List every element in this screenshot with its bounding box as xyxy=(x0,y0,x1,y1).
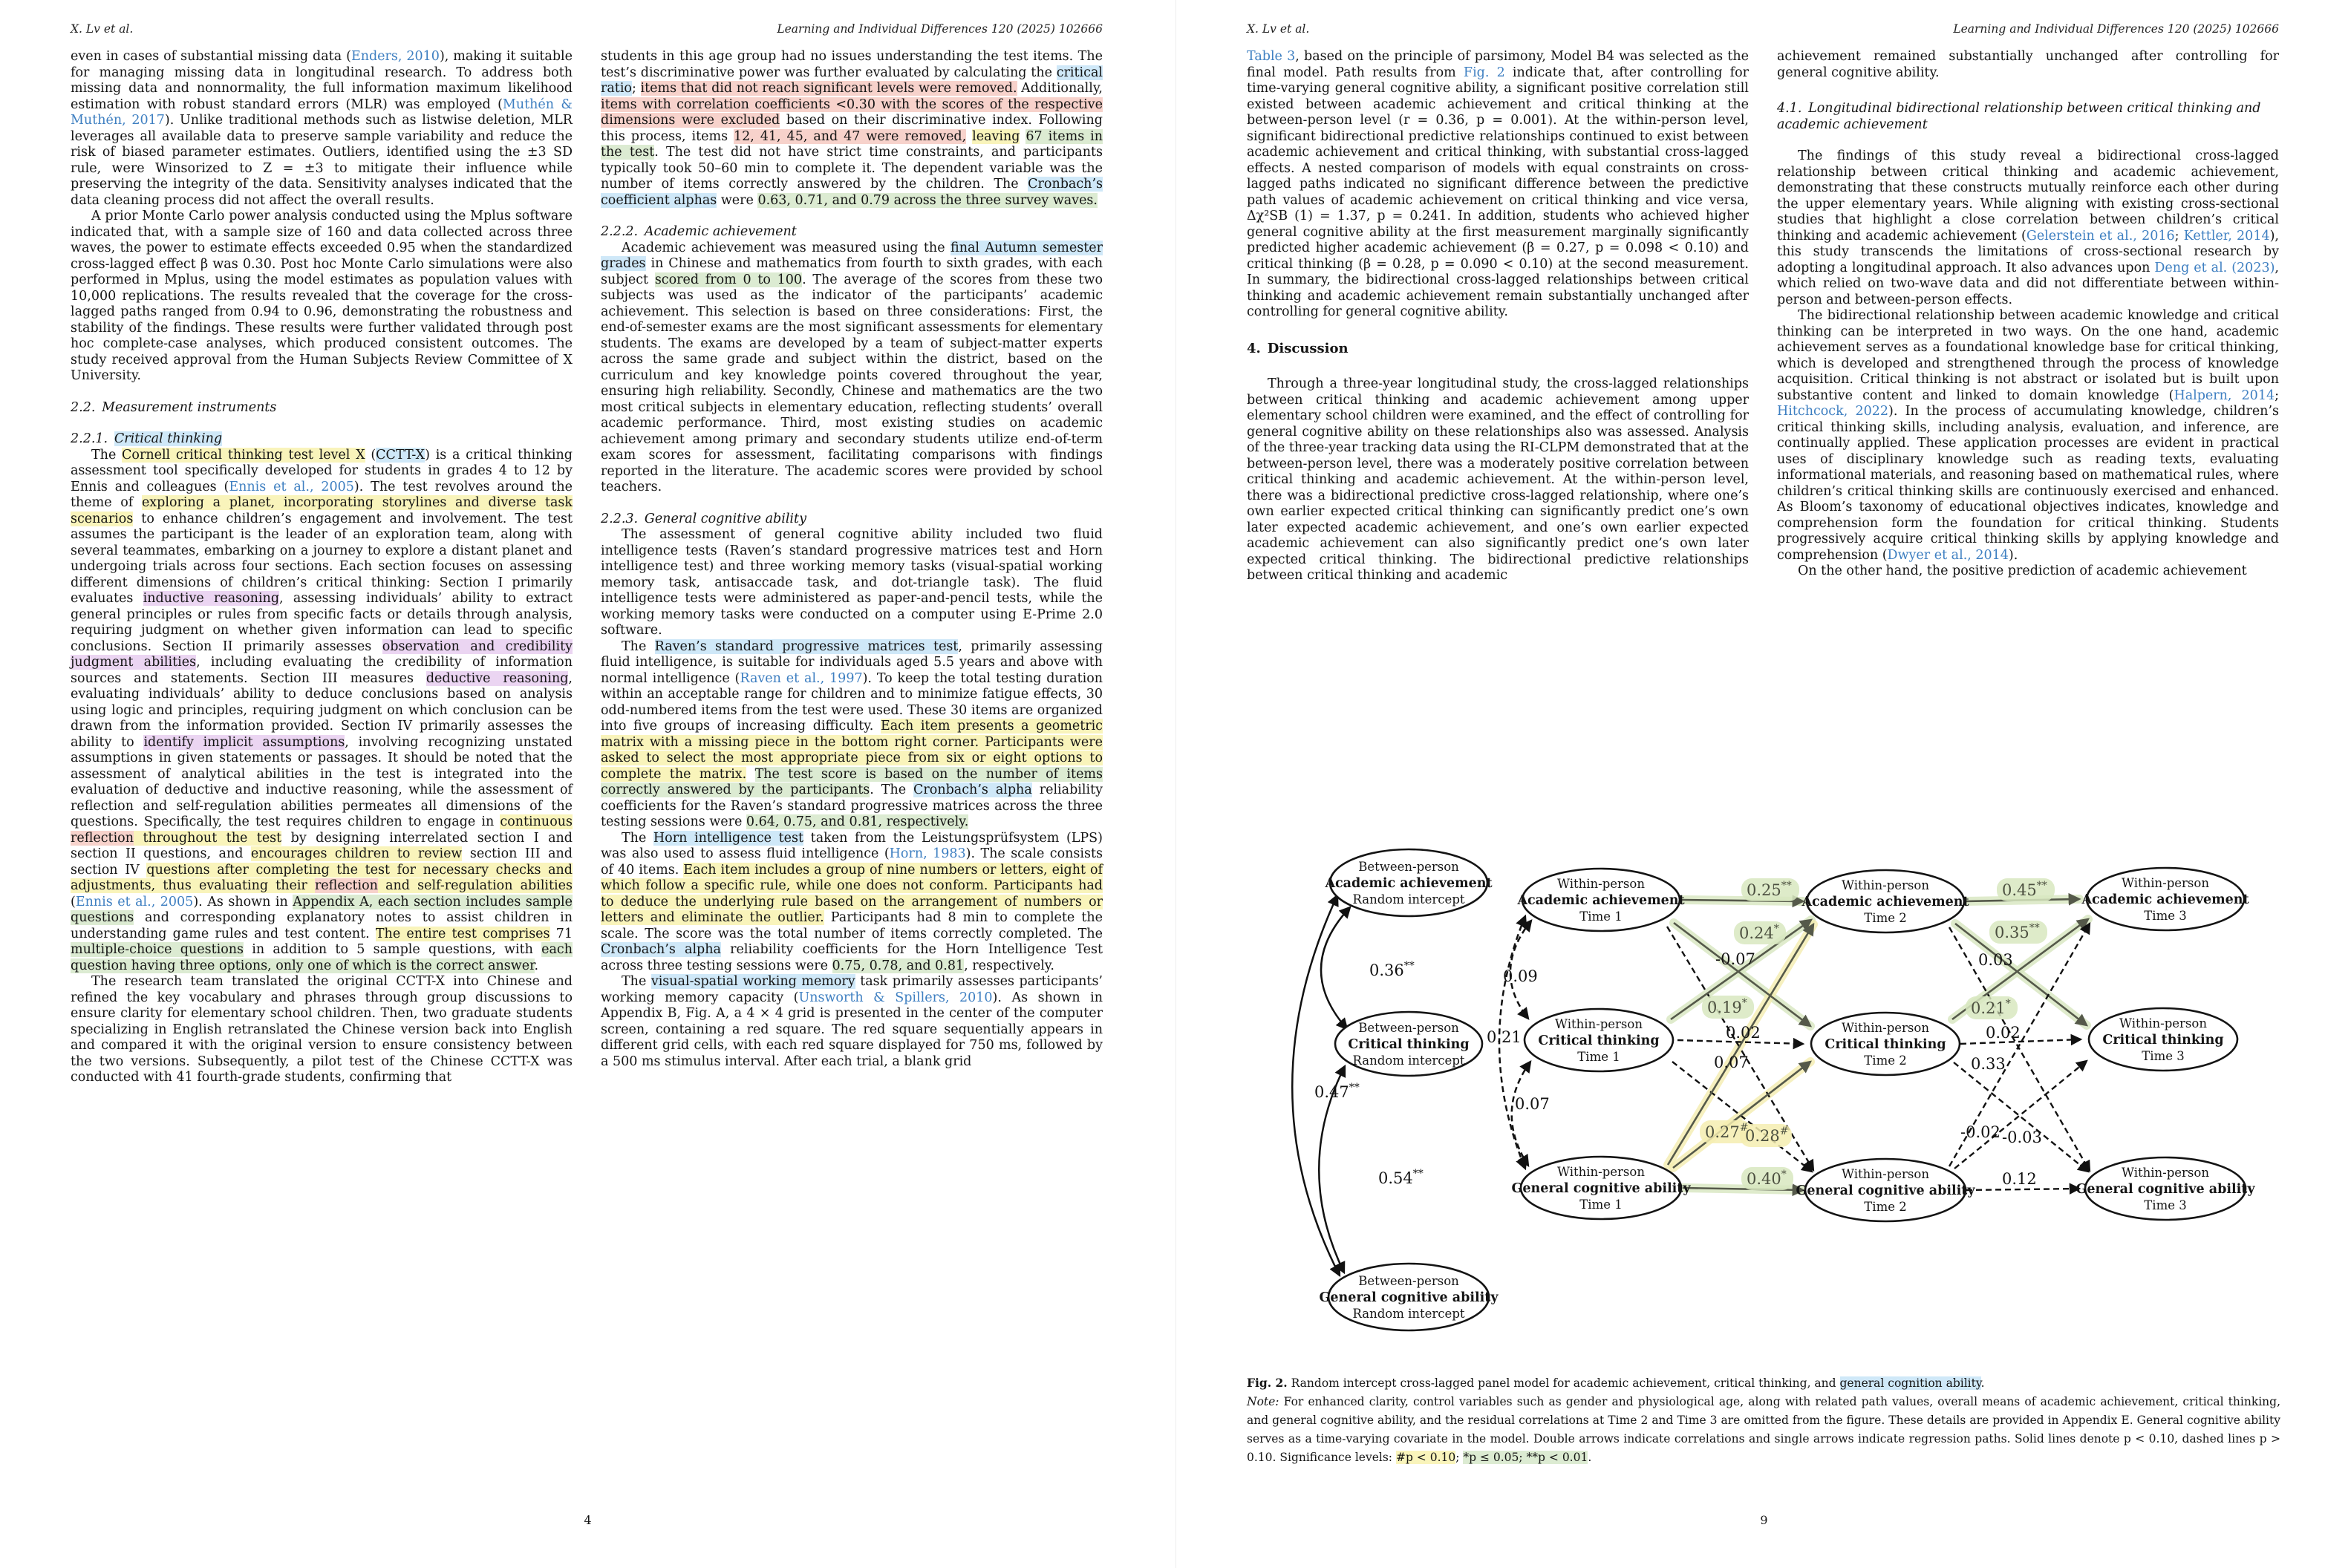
figure-caption-title xyxy=(1247,1373,2280,1393)
text-run: inductive reasoning xyxy=(143,591,280,606)
text-run: ; xyxy=(2275,388,2279,403)
diagram-node-label: Within-person xyxy=(1557,877,1645,891)
section-heading xyxy=(71,400,573,416)
paragraph xyxy=(71,974,573,1086)
text-run: continuous xyxy=(500,814,573,829)
section-heading xyxy=(601,224,1103,241)
text-run: Cronbach’s alpha xyxy=(601,942,721,957)
text-run: Fig. 2. xyxy=(1247,1376,1288,1390)
diagram-node-label: Academic achievement xyxy=(1325,876,1493,891)
path-coefficient-label: 0.33 xyxy=(1971,1055,2006,1073)
text-run: The xyxy=(91,447,123,463)
text-run: ), this study transcends the limitations of cross-sectional research by adopting a longitudinal approach. It also advances upon xyxy=(1777,228,2279,275)
diagram-node-label: Time 2 xyxy=(1864,1200,1907,1214)
citation-link[interactable]: Deng et al. (2023) xyxy=(2154,260,2275,275)
text-run: , primarily assessing fluid intelligence, is suitable for individuals aged 5.5 years and above with normal intelligence ( xyxy=(601,638,1103,686)
regression-path-arrow xyxy=(1960,1039,2081,1044)
text-run: 12, 41, 45, and 47 were removed, xyxy=(734,128,967,144)
diagram-node-label: Time 2 xyxy=(1864,1054,1907,1068)
text-run xyxy=(966,129,972,144)
text-run: , assessing individuals’ ability to extract general principles or rules from specific facts or details through analysis, requiring judgment on whether given information can lead to specific conclusions. Section II primarily assesses xyxy=(71,591,573,654)
text-run: 2.2.1. xyxy=(71,431,114,446)
path-coefficient-label: 0.35** xyxy=(1995,922,2040,941)
text-run: observation and credibility judgment abilities xyxy=(71,638,573,670)
text-run: The entire test comprises xyxy=(375,926,550,941)
path-coefficient-label: 0.28# xyxy=(1745,1126,1789,1145)
text-run: , respectively. xyxy=(964,958,1054,973)
text-run: task primarily assesses participants’ working memory capacity ( xyxy=(601,974,1103,1005)
diagram-node-label: Random intercept xyxy=(1352,892,1465,906)
path-coefficient-label: 0.45** xyxy=(2002,880,2047,899)
text-run: even in cases of substantial missing data ( xyxy=(71,49,351,64)
text-run: ; xyxy=(1455,1451,1464,1464)
paragraph xyxy=(1777,49,2279,81)
diagram-node-label: Within-person xyxy=(2122,876,2209,890)
diagram-node-label: Academic achievement xyxy=(1517,893,1685,908)
text-run: Cronbach’s alpha xyxy=(913,783,1032,797)
text-run: final Autumn semester grades xyxy=(601,240,1103,271)
regression-path-arrow xyxy=(1954,1061,2087,1169)
text-run: . xyxy=(1588,1451,1592,1464)
diagram-node-label: Within-person xyxy=(1555,1017,1643,1031)
text-run: Each item includes a group of nine numbers or letters, eight of which follow a specific rule, while one does not conform. Participants had to deduce the underlying rule based on the arrangement of numbers or letters and eliminate the outlier. xyxy=(601,862,1103,925)
text-run: to enhance children’s engagement and involvement. The test assumes the participant is the leader of an exploration team, along with several teammates, embarking on a journey to explore a distant planet and undergoing trials across four sections. Each section focuses on assessing different dimensions of children’s critical thinking: Section I primarily evaluates xyxy=(71,511,573,606)
text-run: visual-spatial working memory xyxy=(650,974,855,989)
text-run: Note: xyxy=(1247,1395,1279,1408)
text-run: , based on the principle of parsimony, Model B4 was selected as the final model. Path results from xyxy=(1247,49,1749,80)
header-author: X. Lv et al. xyxy=(1247,22,1310,36)
diagram-node-label: Within-person xyxy=(1557,1165,1645,1179)
diagram-node-label: Time 3 xyxy=(2144,1198,2187,1212)
text-run: in Chinese and mathematics from fourth to sixth grades, with each subject xyxy=(601,256,1103,287)
path-coefficient-label: -0.03 xyxy=(2002,1128,2042,1146)
citation-link[interactable]: Ennis et al., 2005 xyxy=(229,479,354,494)
text-run: Academic achievement was measured using the xyxy=(622,240,951,255)
path-coefficient-label: 0.47** xyxy=(1314,1082,1360,1101)
diagram-node-label: Random intercept xyxy=(1352,1307,1465,1321)
text-run: . The xyxy=(870,783,914,797)
paragraph xyxy=(71,448,573,975)
diagram-node-label: Critical thinking xyxy=(1825,1037,1946,1052)
page-header xyxy=(1247,22,2279,36)
text-column-left xyxy=(71,49,573,1086)
diagram-node-label: Time 1 xyxy=(1579,1198,1623,1212)
text-run: 0.63, 0.71, and 0.79 across the three survey waves. xyxy=(757,192,1098,208)
text-run: by designing interrelated section I and section II questions, and xyxy=(71,830,573,861)
section-heading xyxy=(601,512,1103,528)
paragraph xyxy=(71,49,573,209)
text-run: ). xyxy=(2008,547,2018,563)
diagram-node-label: Between-person xyxy=(1358,1274,1459,1288)
text-run: 2.2.2. Academic achievement xyxy=(601,224,797,239)
diagram-node-label: General cognitive ability xyxy=(1796,1183,1975,1198)
text-run: Critical thinking xyxy=(114,431,223,446)
text-run: 0.64, 0.75, and 0.81, respectively. xyxy=(746,814,969,829)
text-run: ). Unlike traditional methods such as listwise deletion, MLR leverages all available data to preserve sample variability and reduce the risk of biased parameter estimates. Outliers, identified using the ±3 SD rule, were Winsorized to Z = ±3 to mitigate their influence while preserving the integrity of the data. Sensitivity analyses indicated that the data cleaning process did not affect the overall results. xyxy=(71,113,573,208)
text-run: reflection xyxy=(314,878,378,893)
diagram-node-label: Within-person xyxy=(2119,1016,2207,1030)
text-run: ( xyxy=(71,894,76,909)
citation-link[interactable]: Gelerstein et al., 2016 xyxy=(2026,228,2175,244)
text-run: in addition to 5 sample questions, with xyxy=(243,942,542,957)
text-run: ; xyxy=(631,81,641,96)
text-run: 4. Discussion xyxy=(1247,340,1349,356)
diagram-node-label: Academic achievement xyxy=(2081,892,2249,907)
diagram-node-label: Academic achievement xyxy=(1801,895,1969,909)
text-run: 4.1. Longitudinal bidirectional relationship between critical thinking and academic achievement xyxy=(1777,101,2261,132)
text-run: ( xyxy=(365,447,376,463)
page-number: 9 xyxy=(1760,1513,1768,1527)
section-heading xyxy=(71,431,573,448)
text-run: , including evaluating the credibility of information sources and statements. Section III measures xyxy=(71,655,573,686)
text-run: ). As shown in xyxy=(193,894,293,909)
text-run: multiple-choice questions xyxy=(71,942,244,957)
text-run: 67 items in the test xyxy=(601,128,1103,160)
text-run: ) is a critical thinking assessment tool specifically developed for students in grades 4 to 12 by Ennis and colleagues ( xyxy=(71,447,573,494)
paragraph xyxy=(1777,308,2279,564)
citation-link[interactable]: Hitchcock, 2022 xyxy=(1777,404,1889,419)
paragraph xyxy=(1247,376,1749,584)
text-run: ), making it suitable for managing missing data in longitudinal research. To address both missing data and nonnormality, the full information maximum likelihood estimation with robust standard errors (MLR) was employed ( xyxy=(71,49,573,112)
text-run: , involving recognizing unstated assumptions in given statements or passages. It should be noted that the assessment of analytical abilities in the test is integrated into the evaluation of deductive and inductive reasoning, while the assessment of reflection and self-regulation abilities permeates all dimensions of the questions. Specifically, the test requires children to engage in xyxy=(71,734,573,829)
text-column-right xyxy=(1777,49,2279,580)
section-heading xyxy=(1247,341,1749,357)
diagram-node-label: General cognitive ability xyxy=(1511,1181,1691,1196)
path-coefficient-label: 0.07 xyxy=(1515,1095,1550,1113)
text-run: indicate that, after controlling for time-varying general cognitive ability, a significant positive correlation still existed between academic achievement and critical thinking at the between-person level (r = 0.36, p = 0.001). At the within-person level, significant bidirectional predictive relationships continued to exist between academic achievement and critical thinking, with substantial cross-lagged effects. A nested comparison of models with equal constraints on cross-lagged paths indicated no significant difference between the predictive path values of academic achievement on critical thinking and vice versa, Δχ²SB (1) = 1.37, p = 0.241. In addition, students who achieved higher general cognitive ability at the first measurement marginally significantly predicted higher academic achievement (β = 0.27, p = 0.098 < 0.10) and critical thinking (β = 0.28, p = 0.090 < 0.10) at the second measurement. In summary, the bidirectional cross-lagged relationships between critical thinking and academic achievement remain substantially unchanged after controlling for general cognitive ability. xyxy=(1247,65,1750,319)
paragraph xyxy=(71,209,573,385)
path-coefficient-label: 0.21 xyxy=(1487,1028,1522,1046)
diagram-node-label: Within-person xyxy=(1842,1167,1929,1181)
header-journal: Learning and Individual Differences 120 (2025) 102666 xyxy=(1953,22,2279,36)
text-run: leaving xyxy=(972,128,1020,144)
text-run: deductive reasoning xyxy=(425,670,569,686)
regression-path-arrow xyxy=(1954,1062,2088,1172)
text-run: critical ratio xyxy=(601,65,1103,96)
diagram-node-label: Within-person xyxy=(1842,878,1929,892)
diagram-node-label: Time 1 xyxy=(1579,909,1623,924)
diagram-node-label: Time 3 xyxy=(2142,1049,2185,1063)
text-run: The xyxy=(622,638,655,654)
text-run: ; xyxy=(2174,228,2184,244)
path-coefficient-label: 0.40* xyxy=(1747,1169,1787,1188)
text-run: Cronbach’s coefficient alphas xyxy=(601,177,1103,208)
text-run: #p < 0.10 xyxy=(1395,1451,1456,1464)
text-run: The xyxy=(622,830,653,846)
text-run: Horn intelligence test xyxy=(653,830,804,846)
page-right xyxy=(1176,0,2351,1568)
text-run: Cornell critical thinking test level X xyxy=(122,447,365,463)
text-run: general cognition ability xyxy=(1839,1376,1981,1390)
text-run: Each item presents a geometric matrix with a missing piece in the bottom right corner. Participants were asked to select the most appropriate piece from six or eight options to complete the matrix. xyxy=(601,719,1103,782)
text-column-right xyxy=(601,49,1103,1070)
text-run: Random intercept cross-lagged panel model for academic achievement, critical thinking, and xyxy=(1287,1376,1840,1390)
citation-link[interactable]: Kettler, 2014 xyxy=(2183,228,2270,244)
text-run: Appendix A, each section includes sample questions xyxy=(71,894,573,925)
header-author: X. Lv et al. xyxy=(71,22,134,36)
page-header xyxy=(71,22,1103,36)
citation-link[interactable]: Raven et al., 1997 xyxy=(740,670,863,686)
header-journal: Learning and Individual Differences 120 (2025) 102666 xyxy=(777,22,1103,36)
text-run: and self-regulation abilities xyxy=(377,878,573,893)
diagram-node-label: Critical thinking xyxy=(1348,1037,1470,1052)
text-run: items that did not reach significant levels were removed. xyxy=(640,81,1017,96)
section-heading xyxy=(1777,101,2279,133)
text-run: were xyxy=(717,192,758,208)
text-run: ). As shown in Appendix B, Fig. A, a 4 × 4 grid is presented in the center of the computer screen, containing a red square. The red square sequentially appears in different grid cells, with each red square displayed for 750 ms, followed by a 500 ms stimulus interval. After each trial, a blank grid xyxy=(601,990,1103,1069)
diagram-node-label: Time 1 xyxy=(1577,1050,1620,1064)
text-run: . xyxy=(1980,1376,1985,1390)
text-run: 2.2. Measurement instruments xyxy=(71,399,277,415)
citation-link[interactable]: Muthén & Muthén, 2017 xyxy=(71,97,573,128)
text-run: questions after completing the test for necessary checks and adjustments, thus evaluating their xyxy=(71,862,573,893)
path-coefficient-label: 0.36** xyxy=(1369,960,1415,979)
diagram-node-label: General cognitive ability xyxy=(2076,1182,2255,1197)
text-run: 71 xyxy=(550,926,573,941)
paragraph xyxy=(1777,148,2279,308)
text-run: The bidirectional relationship between academic knowledge and critical thinking can be interpreted in two ways. On the one hand, academic achievement serves as a foundational knowledge base for critical thinking, which is developed and strengthened through the process of knowledge acquisition. Critical thinking is not abstract or isolated but is built upon substantive content and linked to domain knowledge ( xyxy=(1777,308,2279,403)
text-run xyxy=(746,767,754,782)
text-run: achievement remained substantially unchanged after controlling for general cognitive ability. xyxy=(1777,49,2279,80)
path-coefficient-label: 0.24* xyxy=(1739,923,1779,942)
correlation-arrow xyxy=(1512,1062,1530,1166)
diagram-node-label: Within-person xyxy=(1842,1021,1929,1035)
diagram-node-label: Time 2 xyxy=(1864,911,1907,925)
citation-link[interactable]: Unsworth & Spillers, 2010 xyxy=(798,990,993,1005)
citation-link[interactable]: Table 3 xyxy=(1247,49,1296,64)
text-run: Participants had 8 min to complete the scale. The score was the total number of items correctly completed. The xyxy=(601,910,1103,941)
text-run: and corresponding explanatory notes to assist children in understanding game rules and test content. xyxy=(71,910,573,941)
text-run: scored from 0 to 100 xyxy=(654,272,803,287)
figure-caption-note xyxy=(1247,1393,2280,1467)
text-run: The test score is based on the number of items correctly answered by the participants xyxy=(601,766,1103,797)
text-run: ). In the process of accumulating knowledge, children’s critical thinking skills, including analysis, evaluation, and inference, are continually applied. These application processes are evident in practical uses of disciplinary knowledge such as reading texts, evaluating informational materials, and reasoning based on mathematical rules, where children’s critical thinking skills are continuously exercised and enhanced. As Bloom’s taxonomy of educational objectives indicates, knowledge and comprehension form the foundation for critical thinking. Students progressively acquire critical thinking skills by applying knowledge and comprehension ( xyxy=(1777,404,2279,563)
text-run: Additionally, xyxy=(1017,81,1103,96)
text-run: ). The scale consists of 40 items. xyxy=(601,846,1103,878)
text-run: , which relied on two-wave data and did not differentiate between within-person and between-person effects. xyxy=(1777,260,2279,307)
text-run: 0.75, 0.78, and 0.81 xyxy=(832,958,965,973)
diagram-node-label: Time 3 xyxy=(2144,909,2187,923)
path-coefficient-label: 0.27# xyxy=(1705,1122,1749,1141)
regression-path-arrow xyxy=(1966,1189,2079,1190)
text-run: On the other hand, the positive prediction of academic achievement xyxy=(1798,564,2247,578)
citation-link[interactable]: Ennis et al., 2005 xyxy=(75,894,194,909)
text-run: based on their discriminative index. Following this process, items xyxy=(601,113,1103,144)
citation-link[interactable]: Enders, 2010 xyxy=(350,49,440,64)
diagram-node-label: Between-person xyxy=(1358,860,1459,874)
path-coefficient-label: 0.07 xyxy=(1714,1054,1749,1071)
citation-link[interactable]: Dwyer et al., 2014 xyxy=(1887,547,2009,563)
text-run: encourages children to review xyxy=(250,846,463,861)
paragraph xyxy=(601,49,1103,209)
text-run: The findings of this study reveal a bidirectional cross-lagged relationship between critical thinking and academic achievement, demonstrating that these constructs mutually reinforce each other during the upper elementary years. While aligning with existing cross-sectional studies that highlight a close correlation between children’s critical thinking and academic achievement ( xyxy=(1777,148,2279,244)
path-coefficient-label: -0.02 xyxy=(1960,1123,2001,1141)
text-run: students in this age group had no issues understanding the test items. The test’s discriminative power was further evaluated by calculating the xyxy=(601,49,1103,80)
text-run: reflection xyxy=(71,830,134,846)
paragraph xyxy=(601,974,1103,1070)
path-coefficient-label: 0.02 xyxy=(1726,1024,1761,1042)
text-run: ). The test revolves around the theme of xyxy=(71,479,573,510)
text-run: 2.2.3. General cognitive ability xyxy=(601,511,806,526)
path-coefficient-label: 0.12 xyxy=(2002,1170,2037,1188)
text-run: For enhanced clarity, control variables such as gender and physiological age, along with related path values, overall means of academic achievement, critical thinking, and general cognitive ability, and the residual correlations at Time 2 and Time 3 are omitted from the figure. These details are provided in Appendix E. General cognitive ability serves as a time-varying covariate in the model. Double arrows indicate correlations and single arrows indicate regression paths. Solid lines denote p < 0.10, dashed lines p > 0.10. Significance levels: xyxy=(1247,1395,2280,1464)
path-coefficient-label: 0.21* xyxy=(1971,998,2011,1017)
citation-link[interactable]: Horn, 1983 xyxy=(889,846,966,861)
page-number: 4 xyxy=(584,1513,592,1527)
diagram-node-label: Random intercept xyxy=(1352,1054,1465,1068)
text-run: Raven’s standard progressive matrices test xyxy=(654,638,959,654)
path-coefficient-label: 0.25** xyxy=(1747,880,1792,899)
text-run: throughout the test xyxy=(134,830,282,846)
text-run: each question having three options, only one of which is the correct answer xyxy=(71,942,573,973)
text-run: A prior Monte Carlo power analysis conducted using the Mplus software indicated that, with a sample size of 160 and data collected across three waves, the power to estimate effects exceeded 0.95 when the standardized cross-lagged effect β was 0.30. Post hoc Monte Carlo simulations were also performed in Mplus, using the model estimates as population values with 10,000 replications. The results revealed that the coverage for the cross-lagged paths ranged from 0.94 to 0.96, demonstrating the robustness and stability of the findings. These results were further validated through post hoc complete-case analyses, which produced consistent outcomes. The study received approval from the Human Subjects Review Committee of X University. xyxy=(71,209,573,383)
diagram-node-label: Critical thinking xyxy=(1538,1033,1660,1048)
path-coefficient-label: 0.03 xyxy=(1978,951,2013,969)
text-run: ). To keep the total testing duration within an acceptable range for children and to minimize fatigue effects, 30 odd-numbered items from the test were used. These 30 items are organized into five groups of increasing difficulty. xyxy=(601,670,1103,734)
text-column-left xyxy=(1247,49,1749,584)
paragraph xyxy=(601,241,1103,496)
path-coefficient-label: -0.07 xyxy=(1715,950,1755,968)
citation-link[interactable]: Halpern, 2014 xyxy=(2174,388,2275,403)
text-run: taken from the Leistungsprüfsystem (LPS) was also used to assess fluid intelligence ( xyxy=(601,830,1103,861)
text-run: . The average of the scores from these two subjects was used as the indicator of the participants’ academic achievement. This selection is based on three considerations: First, the end-of-semester exams are the most significant assessments for elementary students. The exams are developed by a team of subject-matter experts across the same grade and subject within the district, based on the curriculum and key knowledge points covered throughout the year, ensuring high reliability. Secondly, Chinese and mathematics are the two most critical subjects in elementary education, reflecting students’ overall academic performance. Third, most existing studies on academic achievement among primary and secondary students utilize end-of-term exam scores for assessment, facilitating comparisons with findings reported in the literature. The academic scores were provided by school teachers. xyxy=(601,272,1103,494)
path-coefficient-label: 0.54** xyxy=(1378,1168,1424,1187)
figure-caption xyxy=(1247,1373,2280,1467)
text-run: The assessment of general cognitive ability included two fluid intelligence tests (Raven’s standard progressive matrices test and Horn intelligence test) and three working memory tasks (visual-spatial working memory task, antisaccade task, and dot-triangle task). The fluid intelligence tests were administered as paper-and-pencil tests, while the working memory tasks were conducted on a computer using E-Prime 2.0 software. xyxy=(601,527,1103,638)
text-run: . xyxy=(534,958,539,973)
diagram-node-label: Within-person xyxy=(2122,1166,2209,1180)
text-run: section III and section IV xyxy=(71,846,573,878)
path-coefficient-label: 0.19* xyxy=(1707,997,1747,1016)
paragraph xyxy=(1777,564,2279,580)
citation-link[interactable]: Fig. 2 xyxy=(1463,65,1505,80)
text-run: identify implicit assumptions xyxy=(143,734,345,750)
path-coefficient-label: 0.09 xyxy=(1503,967,1538,985)
diagram-node-label: Critical thinking xyxy=(2102,1033,2224,1048)
text-run: , evaluating individuals’ ability to deduce conclusions based on analysis using logic and principles, requiring judgment on which conclusion can be drawn from the information provided. Section IV primarily assesses the ability to xyxy=(71,670,573,750)
text-run: items with correlation coefficients <0.30 with the scores of the respective dimensions were excluded xyxy=(601,97,1103,128)
diagram-node-label: General cognitive ability xyxy=(1319,1290,1499,1305)
text-run: *p ≤ 0.05; **p < 0.01 xyxy=(1463,1451,1588,1464)
text-run: The xyxy=(622,974,651,989)
text-run: reliability coefficients for the Raven’s standard progressive matrices across the three testing sessions were xyxy=(601,783,1103,829)
paragraph xyxy=(601,527,1103,639)
text-run: CCTT-X xyxy=(376,447,425,463)
text-run: The research team translated the original CCTT-X into Chinese and refined the key vocabulary and phrases through group discussions to ensure clarity for elementary school children. Then, two graduate students specializing in English retranslated the Chinese version back into English and compared it with the original version to ensure consistency between the two versions. Subsequently, a pilot test of the Chinese CCTT-X was conducted with 41 fourth-grade students, confirming that xyxy=(71,974,573,1085)
text-run: . The test did not have strict time constraints, and participants typically took 50–60 min to complete it. The dependent variable was the number of items correctly answered by the children. The xyxy=(601,145,1103,192)
paragraph xyxy=(601,639,1103,831)
paragraph xyxy=(601,831,1103,975)
paragraph xyxy=(1247,49,1749,321)
text-run: reliability coefficients for the Horn Intelligence Test across three testing sessions were xyxy=(601,942,1103,973)
path-coefficient-label: 0.02 xyxy=(1986,1024,2021,1042)
text-run: exploring a planet, incorporating storylines and diverse task scenarios xyxy=(71,495,573,526)
diagram-node-label: Between-person xyxy=(1358,1021,1459,1035)
text-run: Through a three-year longitudinal study, the cross-lagged relationships between critical thinking and academic achievement among upper elementary school children were examined, and the effect of controlling for general cognitive ability on these relationships also was assessed. Analysis of the three-year tracking data using the RI-CLPM demonstrated that at the between-person level, there was a moderately positive correlation between critical thinking and academic achievement. At the within-person level, there was a bidirectional predictive cross-lagged relationship, where one’s own earlier expected critical thinking can significantly predict one’s own later expected academic achievement, and one’s own earlier expected academic achievement can also significantly predict one’s own later expected critical thinking. The bidirectional predictive relationships between critical thinking and academic xyxy=(1247,376,1749,583)
figure-2-diagram xyxy=(1304,848,2303,1368)
